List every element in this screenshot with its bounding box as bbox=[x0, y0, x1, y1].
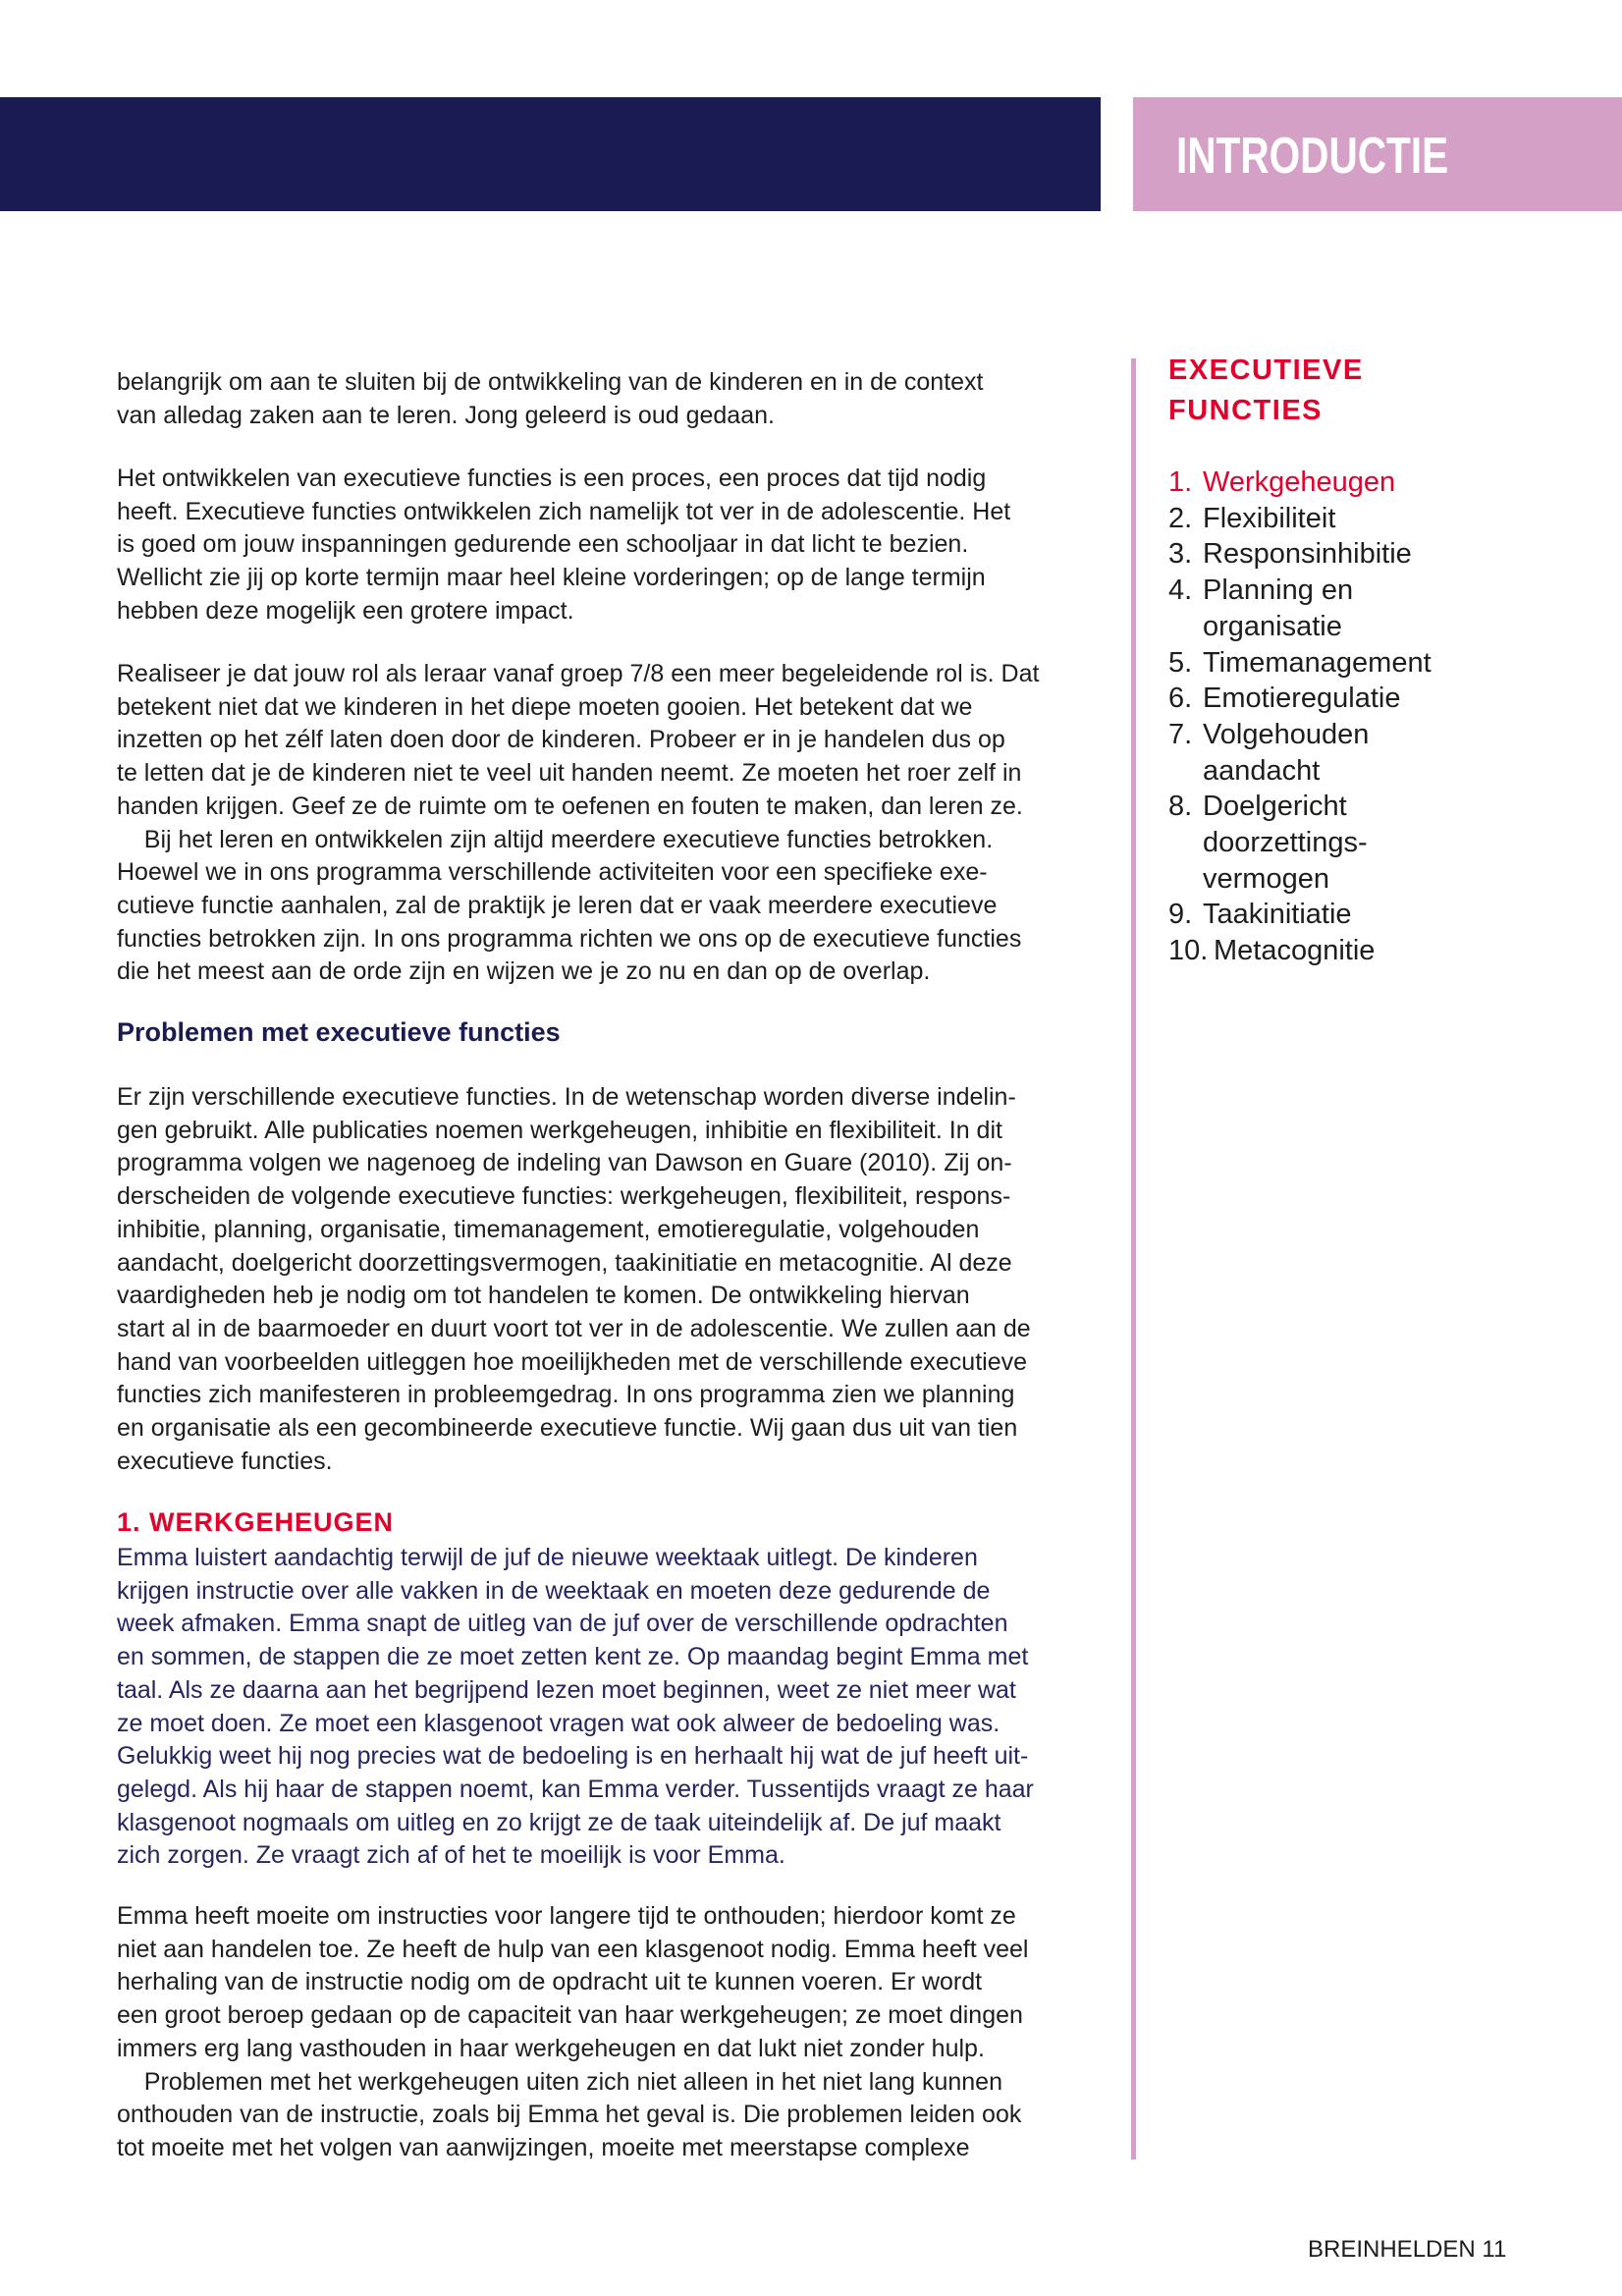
text-line: betekent niet dat we kinderen in het diepe moeten gooien. Het betekent dat we bbox=[117, 692, 973, 721]
sidebar-item-7 bbox=[1168, 717, 1369, 753]
sidebar-item-number: 7. bbox=[1168, 718, 1193, 750]
text-line: handen krijgen. Geef ze de ruimte om te oefenen en fouten te maken, dan leren ze. bbox=[117, 792, 1023, 820]
sidebar-item-8 bbox=[1168, 825, 1368, 861]
section-tab bbox=[1133, 97, 1622, 211]
text-line: klasgenoot nogmaals om uitleg en zo krijgt ze de taak uiteindelijk af. De juf maakt bbox=[117, 1808, 1001, 1836]
text-line: Hoewel we in ons programma verschillende activiteiten voor een specifieke exe- bbox=[117, 858, 988, 887]
text-line: tot moeite met het volgen van aanwijzingen, moeite met meerstapse complexe bbox=[117, 2133, 970, 2161]
sidebar-item-label: Flexibiliteit bbox=[1203, 502, 1336, 534]
sidebar-heading-line1: EXECUTIEVE bbox=[1168, 355, 1364, 386]
text-line: te letten dat je de kinderen niet te veel uit handen neemt. Ze moeten het roer zelf in bbox=[117, 759, 1022, 788]
text-line: hand van voorbeelden uitleggen hoe moeilijkheden met de verschillende executieve bbox=[117, 1347, 1028, 1376]
sidebar-item-7 bbox=[1168, 753, 1320, 790]
text-line: functies betrokken zijn. In ons programma richten we ons op de executieve functies bbox=[117, 924, 1022, 953]
sidebar-item-2 bbox=[1168, 501, 1335, 537]
sidebar-item-5 bbox=[1168, 645, 1432, 682]
text-line: krijgen instructie over alle vakken in de weektaak en moeten deze gedurende de bbox=[117, 1576, 991, 1605]
sidebar-item-number: 4. bbox=[1168, 574, 1193, 607]
sidebar-item-8 bbox=[1168, 861, 1329, 898]
text-line: niet aan handelen toe. Ze heeft de hulp van een klasgenoot nodig. Emma heeft veel bbox=[117, 1935, 1029, 1963]
text-line: die het meest aan de orde zijn en wijzen we je zo nu en dan op de overlap. bbox=[117, 957, 931, 986]
sidebar-item-label: Emotieregulatie bbox=[1203, 683, 1401, 715]
sidebar-item-4 bbox=[1168, 573, 1353, 609]
sidebar-item-label: aandacht bbox=[1203, 754, 1321, 787]
text-line: Wellicht zie jij op korte termijn maar heel kleine vorderingen; op de lange termijn bbox=[117, 564, 986, 592]
text-line: Emma luistert aandachtig terwijl de juf de nieuwe weektaak uitlegt. De kinderen bbox=[117, 1544, 978, 1571]
text-line: hebben deze mogelijk een grotere impact. bbox=[117, 596, 574, 625]
sidebar-item-number: 9. bbox=[1168, 899, 1193, 931]
sidebar-divider bbox=[1131, 358, 1136, 2159]
sidebar-item-label: Werkgeheugen bbox=[1203, 466, 1396, 498]
text-line: week afmaken. Emma snapt de uitleg van de juf over de verschillende opdrachten bbox=[117, 1610, 1008, 1638]
text-line: belangrijk om aan te sluiten bij de ontwikkeling van de kinderen en in de context bbox=[117, 368, 984, 396]
text-line: gen gebruikt. Alle publicaties noemen werkgeheugen, inhibitie en flexibiliteit. In dit bbox=[117, 1116, 1002, 1144]
text-line: inhibitie, planning, organisatie, timemanagement, emotieregulatie, volgehouden bbox=[117, 1215, 980, 1243]
text-line: start al in de baarmoeder en duurt voort tot ver in de adolescentie. We zullen aan de bbox=[117, 1314, 1031, 1342]
text-line: programma volgen we nagenoeg de indeling van Dawson en Guare (2010). Zij on- bbox=[117, 1149, 1012, 1177]
text-line: Bij het leren en ontwikkelen zijn altijd meerdere executieve functies betrokken. bbox=[117, 825, 994, 853]
text-line: onthouden van de instructie, zoals bij Emma het geval is. Die problemen leiden ook bbox=[117, 2101, 1022, 2129]
text-line: gelegd. Als hij haar de stappen noemt, kan Emma verder. Tussentijds vraagt ze haar bbox=[117, 1775, 1034, 1803]
heading-problemen: Problemen met executieve functies bbox=[117, 1017, 561, 1047]
sidebar-item-label: Doelgericht bbox=[1203, 791, 1347, 823]
text-line: cutieve functie aanhalen, zal de praktijk je leren dat er vaak meerdere executieve bbox=[117, 891, 998, 919]
sidebar-item-10 bbox=[1168, 933, 1375, 969]
text-line: Het ontwikkelen van executieve functies is een proces, een proces dat tijd nodig bbox=[117, 465, 987, 492]
text-line: aandacht, doelgericht doorzettingsvermogen, taakinitiatie en metacognitie. Al deze bbox=[117, 1248, 1012, 1277]
page-footer: BREINHELDEN 11 bbox=[1308, 2236, 1507, 2263]
text-line: executieve functies. bbox=[117, 1447, 333, 1475]
sidebar-item-label: Planning en bbox=[1203, 574, 1354, 607]
text-line: functies zich manifesteren in probleemgedrag. In ons programma zien we planning bbox=[117, 1381, 1015, 1409]
sidebar-item-label: Taakinitiatie bbox=[1203, 899, 1352, 931]
sidebar-item-1 bbox=[1168, 465, 1395, 501]
text-line: inzetten op het zélf laten doen door de kinderen. Probeer er in je handelen dus op bbox=[117, 726, 1005, 754]
sidebar-item-4 bbox=[1168, 609, 1342, 645]
text-line: vaardigheden heb je nodig om tot handelen te komen. De ontwikkeling hiervan bbox=[117, 1282, 970, 1310]
sidebar-item-label: Responsinhibitie bbox=[1203, 538, 1412, 571]
text-line: van alledag zaken aan te leren. Jong geleerd is oud gedaan. bbox=[117, 401, 775, 429]
section-title: INTRODUCTIE bbox=[1176, 128, 1449, 185]
sidebar-item-number: 10. bbox=[1168, 935, 1209, 967]
sidebar-item-number: 6. bbox=[1168, 683, 1193, 715]
sidebar-item-label: organisatie bbox=[1203, 610, 1342, 642]
text-line: Er zijn verschillende executieve functies. In de wetenschap worden diverse indelin- bbox=[117, 1083, 1016, 1111]
sidebar-item-number: 8. bbox=[1168, 791, 1193, 823]
sidebar-item-number: 5. bbox=[1168, 646, 1193, 679]
sidebar-item-label: Volgehouden bbox=[1203, 718, 1370, 750]
text-line: Realiseer je dat jouw rol als leraar vanaf groep 7/8 een meer begeleidende rol is. Dat bbox=[117, 660, 1040, 687]
sidebar-item-6 bbox=[1168, 681, 1401, 717]
sidebar-item-number: 1. bbox=[1168, 466, 1193, 498]
text-line: herhaling van de instructie nodig om de opdracht uit te kunnen voeren. Er wordt bbox=[117, 1968, 983, 1996]
text-line: een groot beroep gedaan op de capaciteit van haar werkgeheugen; ze moet dingen bbox=[117, 2001, 1023, 2030]
text-line: en sommen, de stappen die ze moet zetten kent ze. Op maandag begint Emma met bbox=[117, 1643, 1029, 1671]
sidebar-item-number: 3. bbox=[1168, 538, 1193, 571]
sidebar-heading-line2: FUNCTIES bbox=[1168, 395, 1323, 426]
text-line: zich zorgen. Ze vraagt zich af of het te moeilijk is voor Emma. bbox=[117, 1841, 785, 1870]
text-line: is goed om jouw inspanningen gedurende een schooljaar in dat licht te bezien. bbox=[117, 530, 969, 559]
sidebar-item-3 bbox=[1168, 536, 1412, 573]
text-line: Gelukkig weet hij nog precies wat de bedoeling is en herhaalt hij wat de juf heeft uit- bbox=[117, 1742, 1029, 1771]
text-line: immers erg lang vasthouden in haar werkgeheugen en dat lukt niet zonder hulp. bbox=[117, 2034, 985, 2062]
text-line: en organisatie als een gecombineerde executieve functie. Wij gaan dus uit van tien bbox=[117, 1414, 1018, 1442]
text-line: Emma heeft moeite om instructies voor langere tijd te onthouden; hierdoor komt ze bbox=[117, 1902, 1016, 1930]
heading-werkgeheugen: 1. WERKGEHEUGEN bbox=[117, 1507, 395, 1537]
sidebar-item-8 bbox=[1168, 789, 1347, 825]
sidebar-item-label: vermogen bbox=[1203, 862, 1329, 895]
sidebar-item-label: Timemanagement bbox=[1203, 646, 1432, 679]
text-line: Problemen met het werkgeheugen uiten zich niet alleen in het niet lang kunnen bbox=[117, 2067, 1002, 2096]
text-line: taal. Als ze daarna aan het begrijpend lezen moet beginnen, weet ze niet meer wat bbox=[117, 1675, 1016, 1704]
text-line: heeft. Executieve functies ontwikkelen zich namelijk tot ver in de adolescentie. Het bbox=[117, 497, 1011, 525]
sidebar-item-label: Metacognitie bbox=[1214, 935, 1376, 967]
sidebar-item-label: doorzettings- bbox=[1203, 827, 1368, 858]
header-navy-bar bbox=[0, 97, 1101, 211]
text-line: derscheiden de volgende executieve functies: werkgeheugen, flexibiliteit, respons- bbox=[117, 1182, 1011, 1211]
sidebar-item-number: 2. bbox=[1168, 502, 1193, 534]
text-line: ze moet doen. Ze moet een klasgenoot vragen wat ook alweer de bedoeling was. bbox=[117, 1709, 1000, 1737]
sidebar-item-9 bbox=[1168, 897, 1352, 933]
